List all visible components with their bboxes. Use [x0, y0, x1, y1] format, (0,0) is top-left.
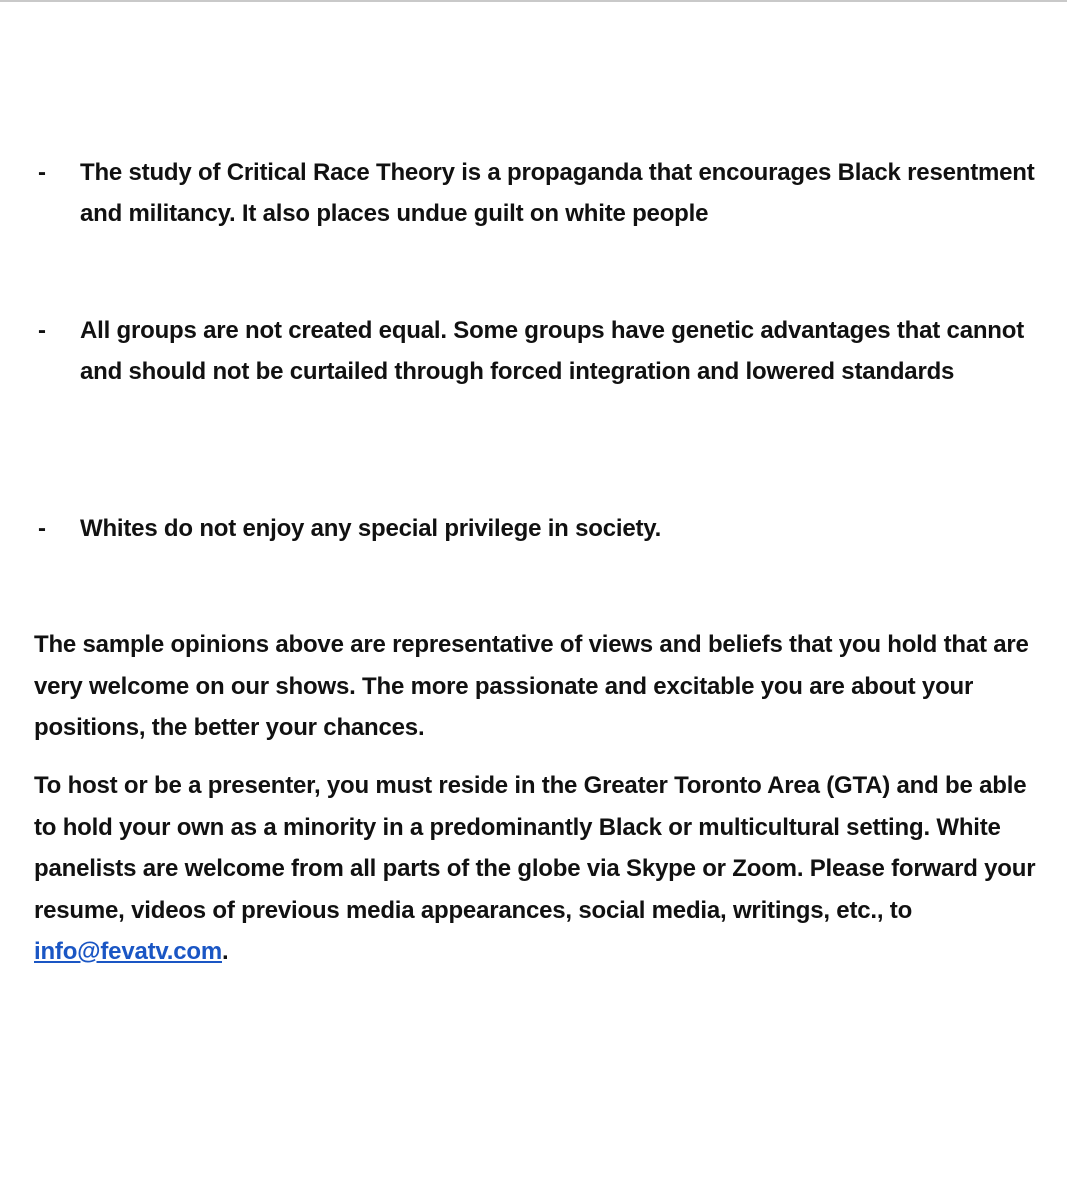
requirements-paragraph: [34, 765, 1044, 973]
top-border: [0, 0, 1067, 2]
bullet-marker: -: [38, 159, 46, 186]
opinions-paragraph: The sample opinions above are representative of views and beliefs that you hold that are very welcome on our shows. The more passionate and excitable you are about your positions, the better your chances.: [34, 631, 1029, 741]
bullet-marker: -: [38, 317, 46, 344]
requirements-text: To host or be a presenter, you must reside in the Greater Toronto Area (GTA) and be able to hold your own as a minority in a predominantly Black or multicultural setting. White panelists are welcome from all parts of the globe via Skype or Zoom. Please forward your resume, videos of previous media appearances, social media, writings, etc., to: [34, 772, 1036, 924]
bullet-text: Whites do not enjoy any special privilege in society.: [80, 515, 662, 542]
email-link[interactable]: info@fevatv.com: [34, 938, 222, 965]
bullet-text: The study of Critical Race Theory is a propaganda that encourages Black resentment and militancy. It also places undue guilt on white people: [80, 159, 1035, 227]
trailing-period: .: [222, 938, 229, 965]
bullet-text: All groups are not created equal. Some groups have genetic advantages that cannot and should not be curtailed through forced integration and lowered standards: [80, 317, 1025, 385]
bullet-marker: -: [38, 515, 46, 542]
